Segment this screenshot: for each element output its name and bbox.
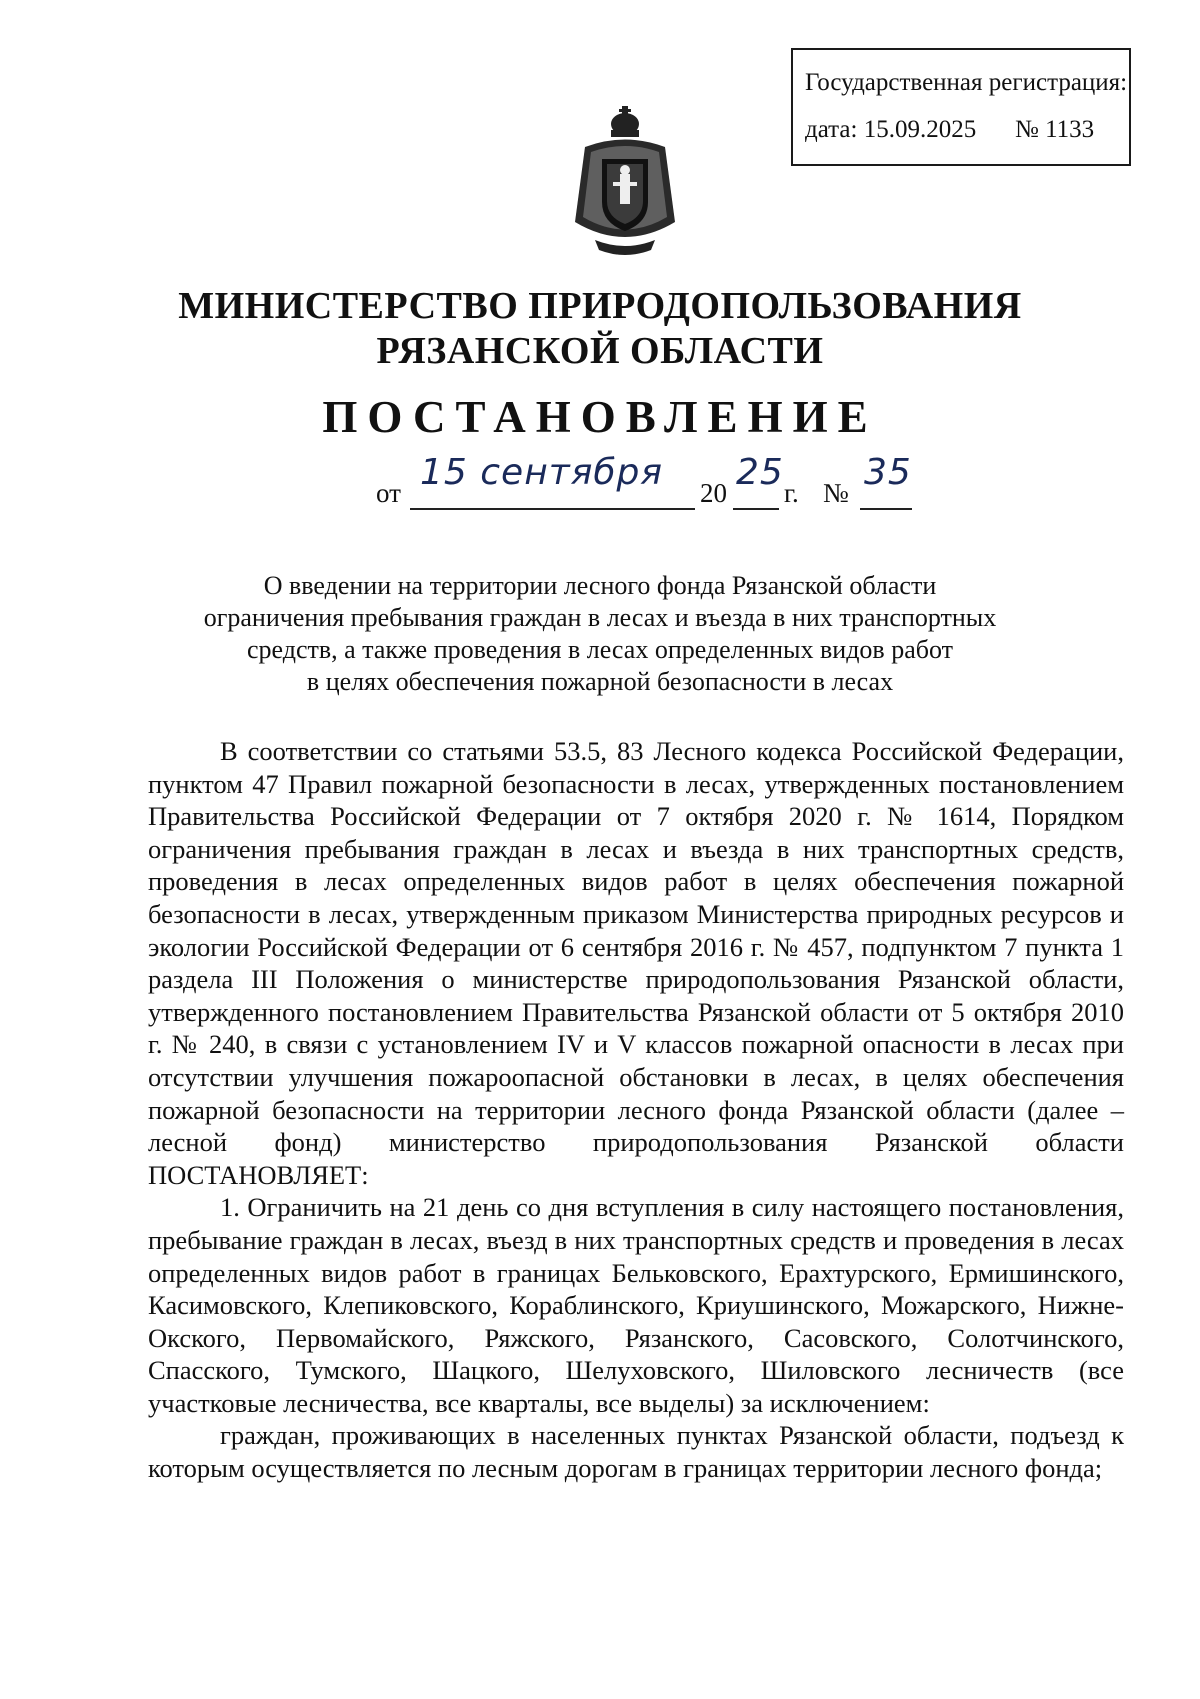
subject-line: ограничения пребывания граждан в лесах и въезда в них транспортных xyxy=(203,603,997,632)
item-1-paragraph: 1. Ограничить на 21 день со дня вступления в силу настоящего постановления, пребывание граждан в лесах, въезд в них транспортных средств и проведения в лесах определенных видов работ в границах Бельковского, Ерахтурского, Ермишинского, Касимовского, Клепиковского, Кораблинского, Криушинского, Можарского, Нижне-Окского, Первомайского, Ряжского, Рязанского, Сасовского, Солотчинского, Спасского, Тумского, Шацкого, Шелуховского, Шиловского лесничеств (все участковые лесничества, все кварталы, все выделы) за исключением: xyxy=(148,1192,1124,1418)
number-mark: № xyxy=(823,478,849,508)
preamble-paragraph: В соответствии со статьями 53.5, 83 Лесного кодекса Российской Федерации, пунктом 47 Правил пожарной безопасности в лесах, утвержденных постановлением Правительства Российской Федерации от 7 октября 2020 г. № 1614, Порядком ограничения пребывания граждан в лесах и въезда в них транспортных средств, проведения в лесах определенных видов работ в целях обеспечения пожарной безопасности в лесах, утвержденным приказом Министерства природных ресурсов и экологии Российской Федерации от 6 сентября 2016 г. № 457, подпунктом 7 пункта 1 раздела III Положения о министерстве природопользования Рязанской области, утвержденного постановлением Правительства Рязанской области от 5 октября 2010 г. № 240, в связи с установлением IV и V классов пожарной опасности в лесах при отсутствии улучшения пожароопасной обстановки в лесах, в целях обеспечения пожарной безопасности на территории лесного фонда Рязанской области (далее – лесной фонд) министерство природопользования Рязанской области ПОСТАНОВЛЯЕТ: xyxy=(148,736,1124,1190)
coat-of-arms-ryazan-icon xyxy=(565,102,685,262)
registration-title: Государственная регистрация: xyxy=(805,69,1128,96)
year-underline xyxy=(733,508,779,510)
handwritten-year: 25 xyxy=(736,452,784,493)
subject-line: О введении на территории лесного фонда Рязанской области xyxy=(263,571,937,600)
date-underline xyxy=(410,508,695,510)
registration-stamp xyxy=(791,48,1131,166)
handwritten-number: 35 xyxy=(864,452,912,493)
year-mark: г. xyxy=(784,478,799,508)
document-subject xyxy=(90,570,1110,698)
item-1-exception-paragraph: граждан, проживающих в населенных пунктах Рязанской области, подъезд к которым осуществляется по лесным дорогам в границах территории лесного фонда; xyxy=(148,1420,1124,1484)
registration-date: дата: 15.09.2025 xyxy=(805,116,977,143)
document-body xyxy=(148,735,1124,1485)
date-line xyxy=(0,452,1200,520)
ministry-name-line2: РЯЗАНСКОЙ ОБЛАСТИ xyxy=(376,330,824,372)
handwritten-date: 15 сентября xyxy=(420,452,664,493)
year-prefix: 20 xyxy=(700,478,727,508)
subject-line: средств, а также проведения в лесах определенных видов работ xyxy=(247,635,953,664)
document-type: ПОСТАНОВЛЕНИЕ xyxy=(322,392,878,442)
date-prefix: от xyxy=(376,478,401,508)
subject-line: в целях обеспечения пожарной безопасности в лесах xyxy=(306,667,894,696)
number-underline xyxy=(860,508,912,510)
registration-number: № 1133 xyxy=(1015,116,1095,143)
ministry-name-line1: МИНИСТЕРСТВО ПРИРОДОПОЛЬЗОВАНИЯ xyxy=(178,285,1022,327)
